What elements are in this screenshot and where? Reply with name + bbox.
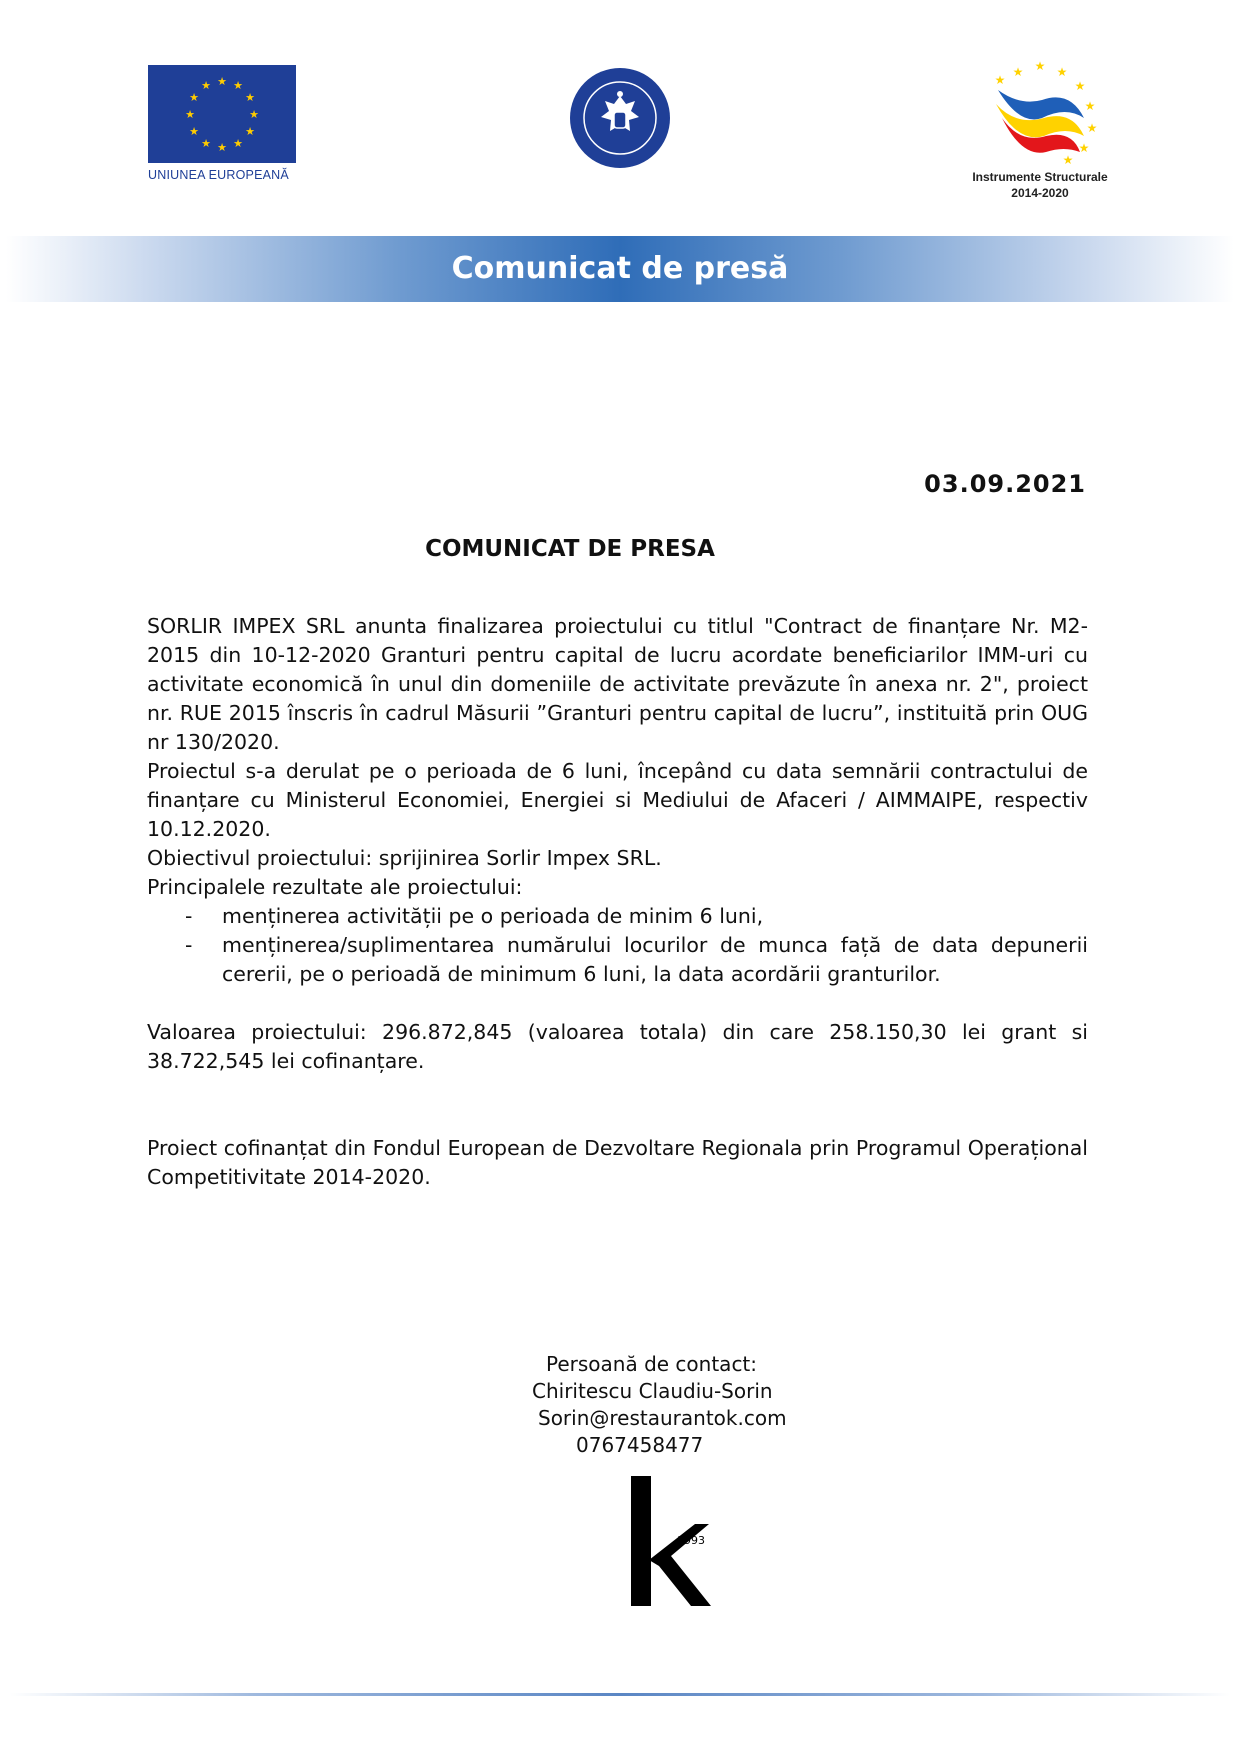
svg-text:★: ★	[1078, 141, 1090, 155]
structural-instruments-logo	[960, 60, 1120, 200]
svg-text:★: ★	[189, 125, 199, 138]
list-marker: -	[185, 933, 193, 957]
svg-text:★: ★	[1086, 121, 1098, 135]
svg-text:★: ★	[217, 75, 227, 88]
svg-text:1993: 1993	[677, 1534, 705, 1547]
svg-text:★: ★	[201, 79, 211, 92]
footer-divider	[10, 1693, 1230, 1696]
svg-text:★: ★	[189, 91, 199, 104]
svg-text:★: ★	[1034, 60, 1046, 73]
is-caption-line2: 2014-2020	[1011, 186, 1069, 200]
svg-text:★: ★	[1062, 153, 1074, 167]
svg-text:★: ★	[994, 73, 1006, 87]
svg-text:★: ★	[233, 137, 243, 150]
contact-phone: 0767458477	[576, 1433, 704, 1457]
objective-paragraph: Obiectivul proiectului: sprijinirea Sorlir Impex SRL.	[147, 846, 662, 870]
duration-paragraph: Proiectul s-a derulat pe o perioada de 6 luni, începând cu data semnării contractului de finanțare cu Ministerul Economiei, Energiei si Mediului de Afaceri / AIMMAIPE, respectiv 10.12.2020.	[147, 759, 1088, 841]
result-text: menținerea/suplimentarea numărului locurilor de munca față de data depunerii cererii, pe o perioadă de minimum 6 luni, la data acordării granturilor.	[222, 933, 1088, 986]
results-intro: Principalele rezultate ale proiectului:	[147, 875, 523, 899]
press-release-banner	[6, 236, 1234, 302]
document-title: COMUNICAT DE PRESA	[425, 536, 715, 562]
contact-label: Persoană de contact:	[546, 1352, 758, 1376]
list-marker: -	[185, 904, 193, 928]
contact-block	[500, 1351, 820, 1459]
svg-text:★: ★	[1056, 65, 1068, 79]
government-seal-icon	[568, 66, 672, 170]
svg-text:★: ★	[185, 108, 195, 121]
svg-text:★: ★	[1084, 99, 1096, 113]
svg-text:★: ★	[1074, 79, 1086, 93]
contact-email: Sorin@restaurantok.com	[538, 1406, 787, 1430]
intro-paragraph: SORLIR IMPEX SRL anunta finalizarea proiectului cu titlul "Contract de finanțare Nr. M2-2015 din 10-12-2020 Granturi pentru capital de lucru acordate beneficiarilor IMM-uri cu activitate economică în unul din domeniile de activitate prevăzute în anexa nr. 2", proiect nr. RUE 2015 înscris în cadrul Măsurii ”Granturi pentru capital de lucru”, instituită prin OUG nr 130/2020.	[147, 614, 1088, 754]
document-body	[147, 612, 1088, 1192]
svg-text:★: ★	[249, 108, 259, 121]
svg-text:★: ★	[217, 141, 227, 154]
svg-text:★: ★	[1012, 65, 1024, 79]
list-item	[147, 902, 1088, 931]
banner-title: Comunicat de presă	[451, 251, 789, 286]
svg-text:★: ★	[233, 79, 243, 92]
company-logo-icon	[525, 1474, 725, 1609]
list-item	[147, 931, 1088, 989]
contact-name: Chiritescu Claudiu-Sorin	[532, 1379, 773, 1403]
structural-instruments-icon	[980, 60, 1100, 168]
svg-text:★: ★	[245, 91, 255, 104]
result-text: menținerea activității pe o perioada de minim 6 luni,	[222, 904, 764, 928]
eu-flag-icon	[148, 65, 296, 163]
svg-text:★: ★	[201, 137, 211, 150]
svg-text:★: ★	[245, 125, 255, 138]
value-paragraph: Valoarea proiectului: 296.872,845 (valoarea totala) din care 258.150,30 lei grant si 38.722,545 lei cofinanțare.	[147, 1020, 1088, 1073]
results-list	[147, 902, 1088, 989]
release-date: 03.09.2021	[924, 470, 1086, 498]
eu-logo	[148, 65, 296, 182]
funding-paragraph: Proiect cofinanțat din Fondul European de Dezvoltare Regionala prin Programul Operațional Competitivitate 2014-2020.	[147, 1136, 1088, 1189]
is-caption-line1: Instrumente Structurale	[972, 170, 1108, 184]
eu-caption: UNIUNEA EUROPEANĂ	[148, 168, 289, 182]
